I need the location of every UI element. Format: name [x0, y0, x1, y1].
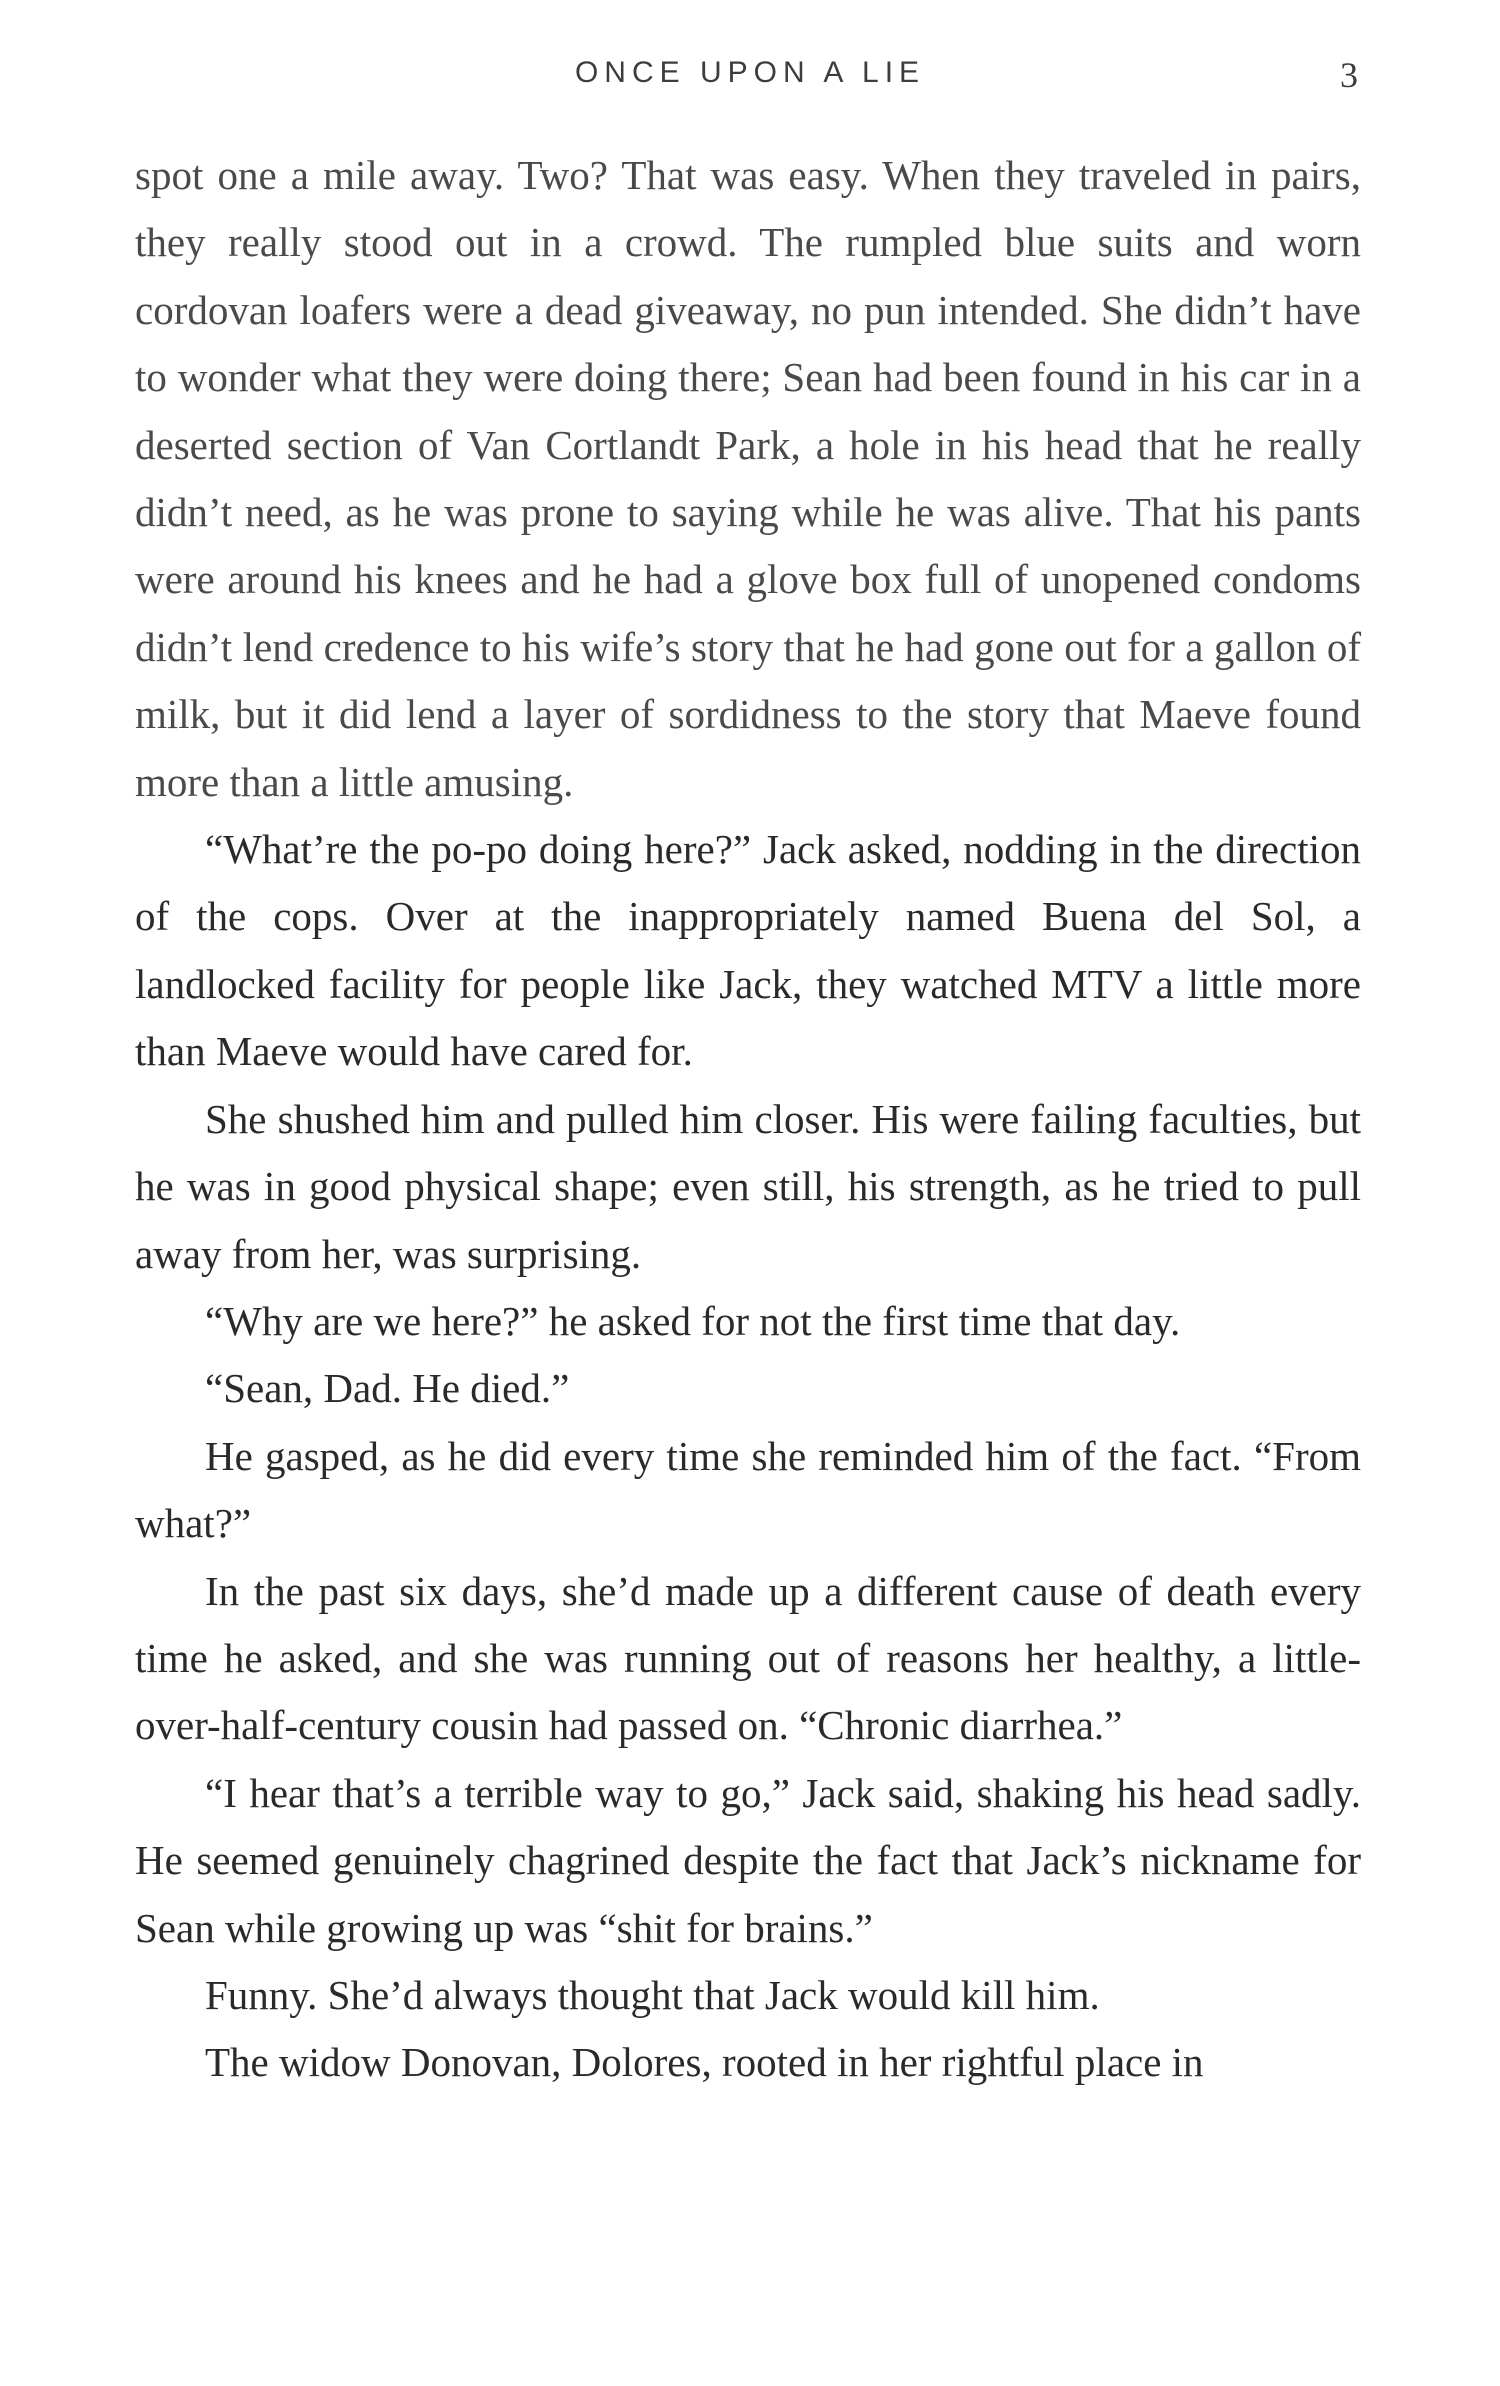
paragraph-continues: The widow Donovan, Dolores, rooted in her rightful place in [205, 2039, 1204, 2086]
paragraph-continued: spot one a mile away. Two? That was easy. When they traveled in pairs, they really stood out in a crowd. The rumpled blue suits and worn cordovan loafers were a dead giveaway, no pun intended. She didn’t have to wonder what they were doing there; Sean had been found in his car in a deserted section of Van Cortlandt Park, a hole in his head that he really didn’t need, as he was prone to saying while he was alive. That his pants were around his knees and he had a glove box full of unopened condoms didn’t lend credence to his wife’s story that he had gone out for a gallon of milk, but it did lend a layer of sordidness to the story that Maeve found more than a little amusing. [135, 152, 1361, 805]
paragraph: In the past six days, she’d made up a different cause of death every time he asked, and she was running out of reasons her healthy, a little-over-half-century cousin had passed on. “Chronic diarrhea.” [135, 1567, 1361, 1749]
page-number: 3 [1340, 55, 1358, 95]
paragraph: “Why are we here?” he asked for not the first time that day. [205, 1297, 1181, 1344]
paragraph: She shushed him and pulled him closer. His were failing faculties, but he was in good physical shape; even still, his strength, as he tried to pull away from her, was surprising. [135, 1095, 1361, 1277]
paragraph: “Sean, Dad. He died.” [205, 1365, 570, 1412]
running-head [0, 56, 1500, 106]
paragraph: Funny. She’d always thought that Jack would kill him. [205, 1971, 1100, 2018]
paragraph: “What’re the po-po doing here?” Jack asked, nodding in the direction of the cops. Over at the inappropriately named Buena del Sol, a landlocked facility for people like Jack, they watched MTV a little more than Maeve would have cared for. [135, 826, 1361, 1075]
paragraph: “I hear that’s a terrible way to go,” Jack said, shaking his head sadly. He seemed genuinely chagrined despite the fact that Jack’s nickname for Sean while growing up was “shit for brains.” [135, 1769, 1361, 1951]
body-text [135, 142, 1361, 2097]
paragraph: He gasped, as he did every time she reminded him of the fact. “From what?” [135, 1432, 1361, 1547]
running-title: ONCE UPON A LIE [574, 56, 926, 89]
